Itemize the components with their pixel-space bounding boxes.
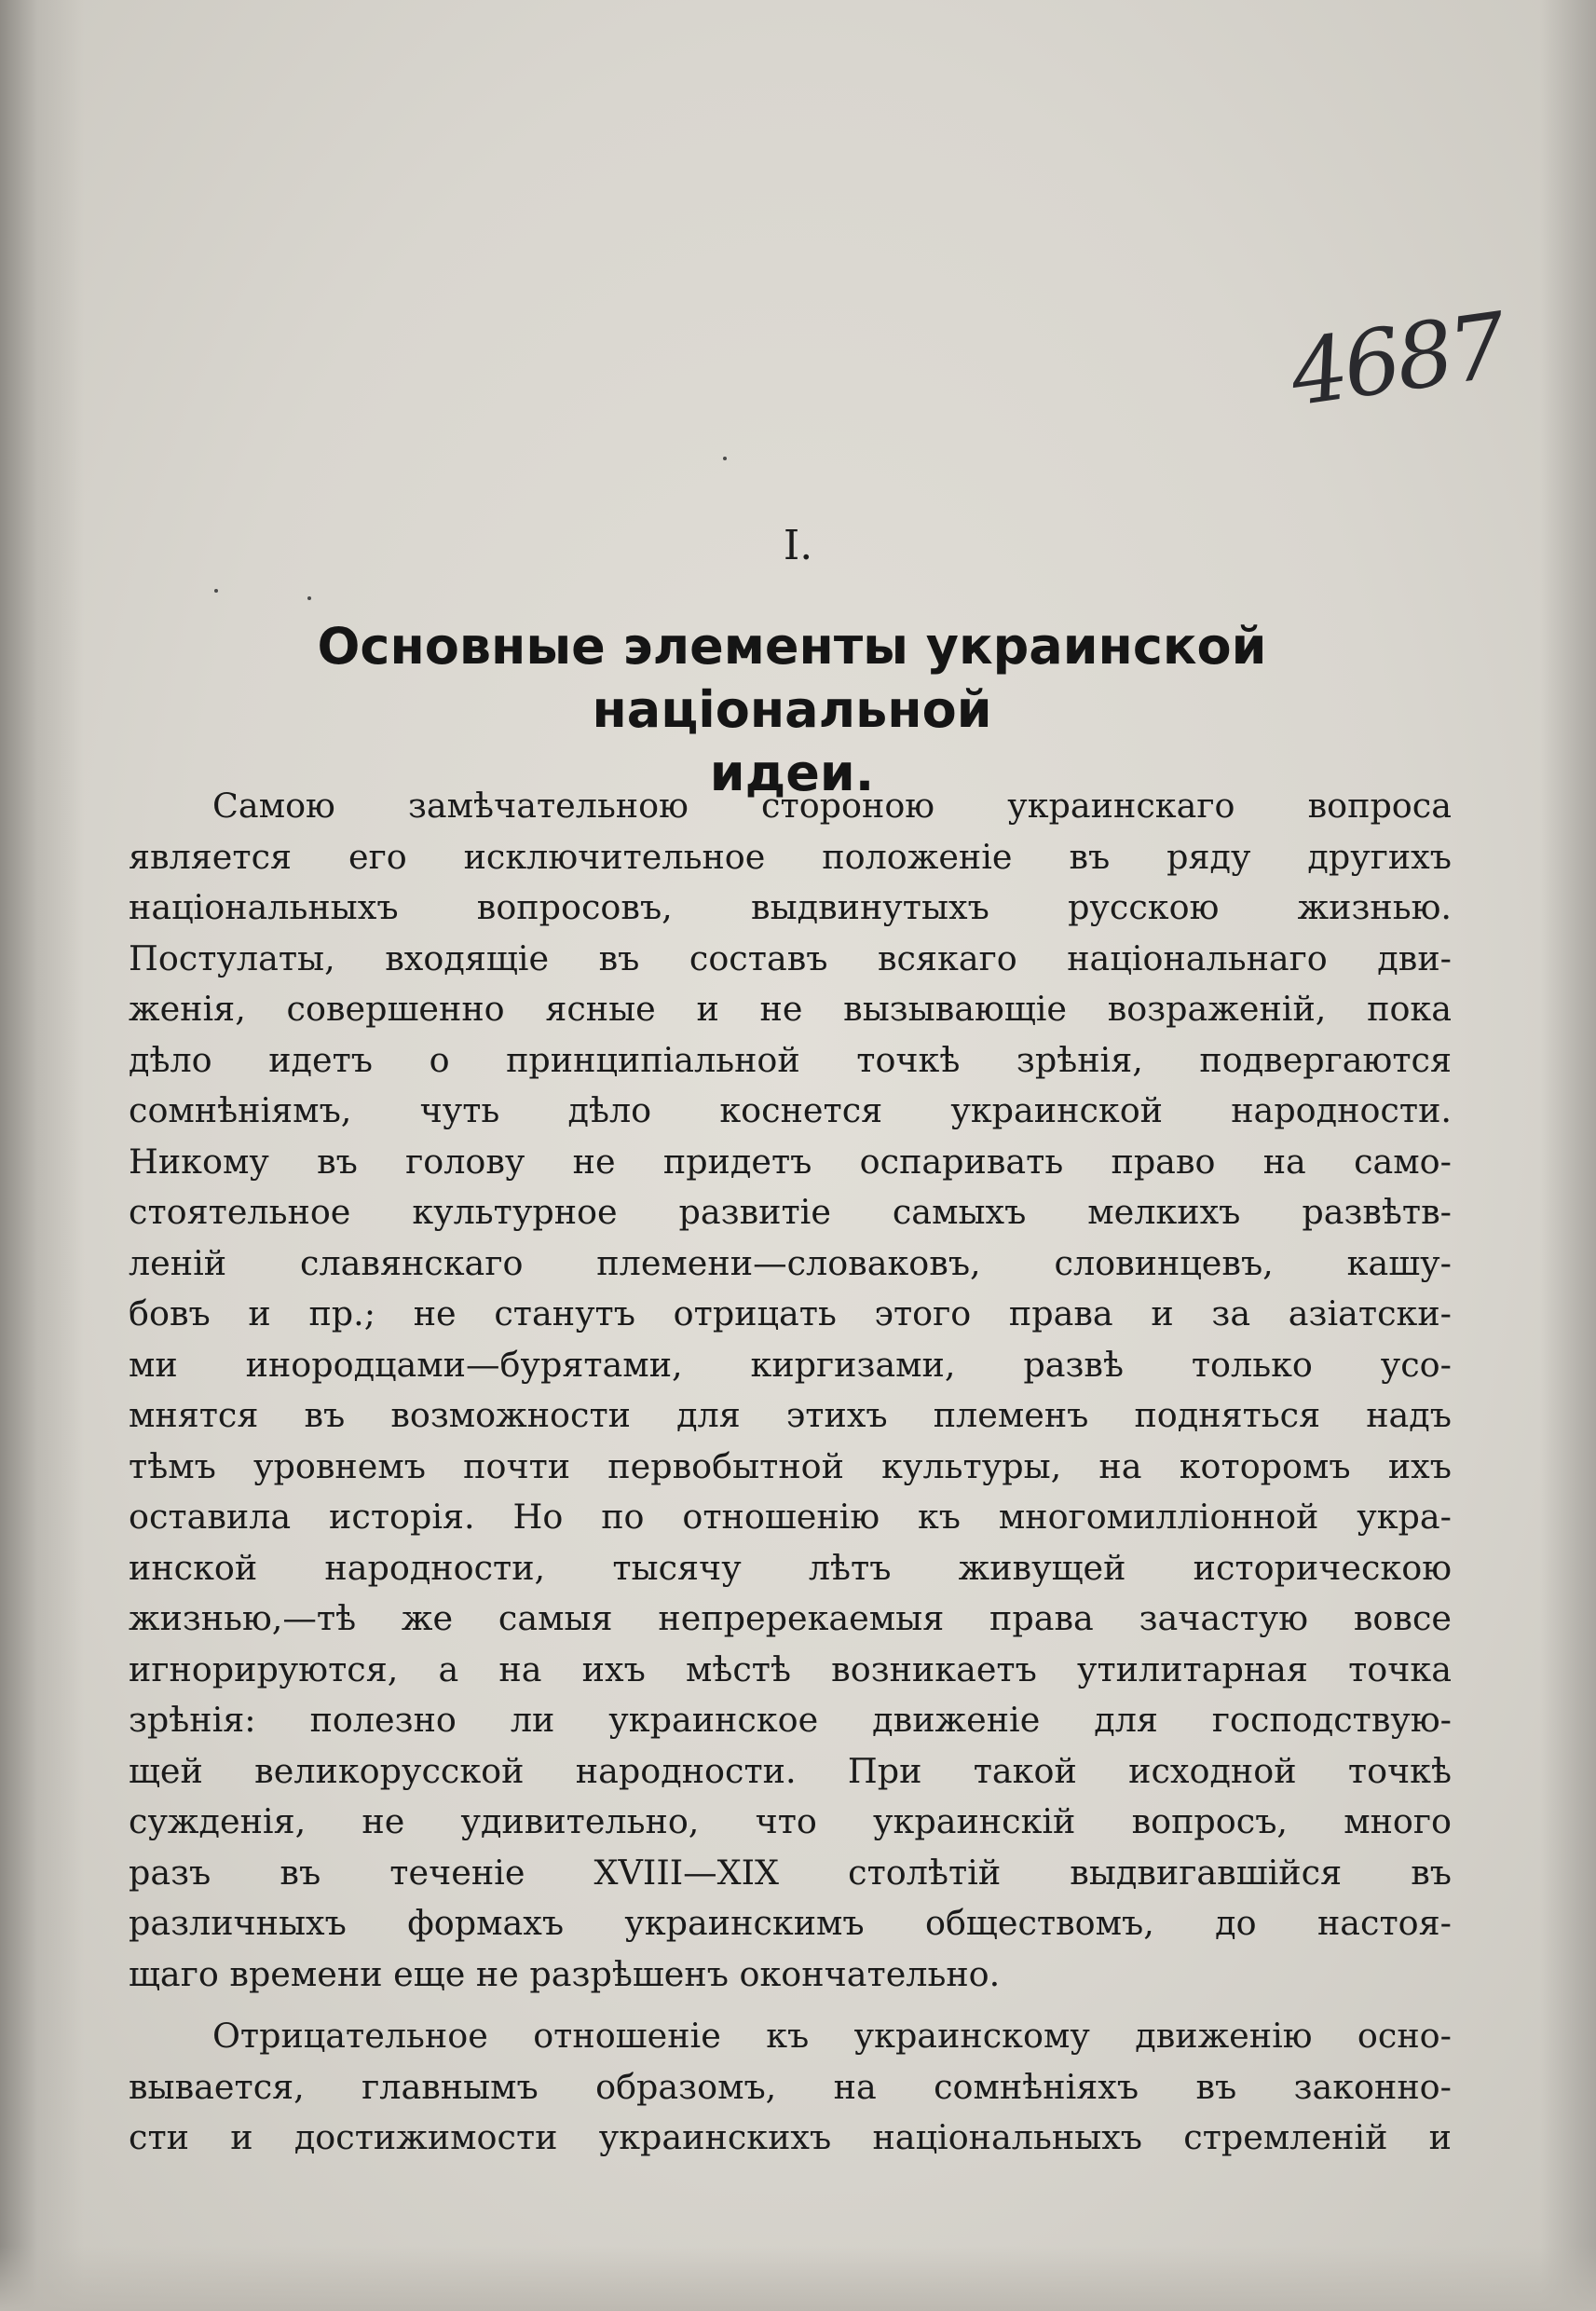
text-line: ми инородцами—бурятами, киргизами, развѣ только усо- [129, 1344, 1452, 1385]
text-line: сомнѣніямъ, чуть дѣло коснется украинской народности. [129, 1090, 1452, 1130]
text-line: Никому въ голову не придетъ оспаривать право на само- [129, 1141, 1452, 1182]
handwritten-inventory-number: 4687 [1284, 293, 1509, 427]
text-line: Отрицательное отношеніе къ украинскому движенію осно- [212, 2016, 1452, 2056]
print-speck [723, 457, 727, 460]
chapter-number: I. [783, 522, 813, 569]
text-line: дѣло идетъ о принципіальной точкѣ зрѣнія, подвергаются [129, 1039, 1452, 1080]
body-text [129, 781, 1452, 2164]
edge-shadow [1540, 0, 1596, 2311]
text-line: стоятельное культурное развитіе самыхъ мелкихъ развѣтв- [129, 1192, 1452, 1232]
text-line: вывается, главнымъ образомъ, на сомнѣніяхъ въ законно- [129, 2066, 1452, 2107]
text-line: національныхъ вопросовъ, выдвинутыхъ русскою жизнью. [129, 887, 1452, 927]
text-line: бовъ и пр.; не станутъ отрицать этого права и за азіатски- [129, 1293, 1452, 1333]
text-line: женія, совершенно ясные и не вызывающіе возраженій, пока [129, 989, 1452, 1029]
text-line: Самою замѣчательною стороною украинскаго вопроса [212, 786, 1452, 826]
print-speck [214, 589, 218, 593]
text-line: разъ въ теченіе XVIII—XIX столѣтій выдвигавшійся въ [129, 1852, 1452, 1893]
text-line: сужденія, не удивительно, что украинскій вопросъ, много [129, 1801, 1452, 1841]
text-line: тѣмъ уровнемъ почти первобытной культуры, на которомъ ихъ [129, 1445, 1452, 1486]
text-line: щей великорусской народности. При такой исходной точкѣ [129, 1750, 1452, 1791]
paragraph-2 [129, 2011, 1452, 2164]
paragraph-gap [129, 2000, 1452, 2011]
bottom-shadow [0, 2246, 1596, 2311]
text-line: жизнью,—тѣ же самыя непререкаемыя права зачастую вовсе [129, 1598, 1452, 1638]
chapter-title-line: Основные элементы украинской національной [317, 617, 1267, 739]
chapter-title-line: идеи. [709, 744, 875, 802]
text-line: щаго времени еще не разрѣшенъ окончательно. [129, 1953, 1001, 1994]
paragraph-1 [129, 781, 1452, 2000]
text-line: зрѣнія: полезно ли украинское движеніе для господствую- [129, 1700, 1452, 1740]
chapter-title [140, 615, 1444, 805]
text-line: инской народности, тысячу лѣтъ живущей историческою [129, 1547, 1452, 1588]
text-line: леній славянскаго племени—словаковъ, словинцевъ, кашу- [129, 1242, 1452, 1283]
text-line: мнятся въ возможности для этихъ племенъ подняться надъ [129, 1395, 1452, 1435]
print-speck [307, 596, 311, 600]
text-line: Постулаты, входящіе въ составъ всякаго національнаго дви- [129, 937, 1452, 978]
text-line: оставила исторія. Но по отношенію къ многомилліонной укра- [129, 1497, 1452, 1537]
text-line: сти и достижимости украинскихъ національныхъ стремленій и [129, 2117, 1452, 2157]
text-line: является его исключительное положеніе въ ряду другихъ [129, 836, 1452, 877]
text-line: различныхъ формахъ украинскимъ обществомъ, до настоя- [129, 1903, 1452, 1943]
binding-shadow [0, 0, 84, 2311]
text-line: игнорируются, а на ихъ мѣстѣ возникаетъ утилитарная точка [129, 1648, 1452, 1689]
